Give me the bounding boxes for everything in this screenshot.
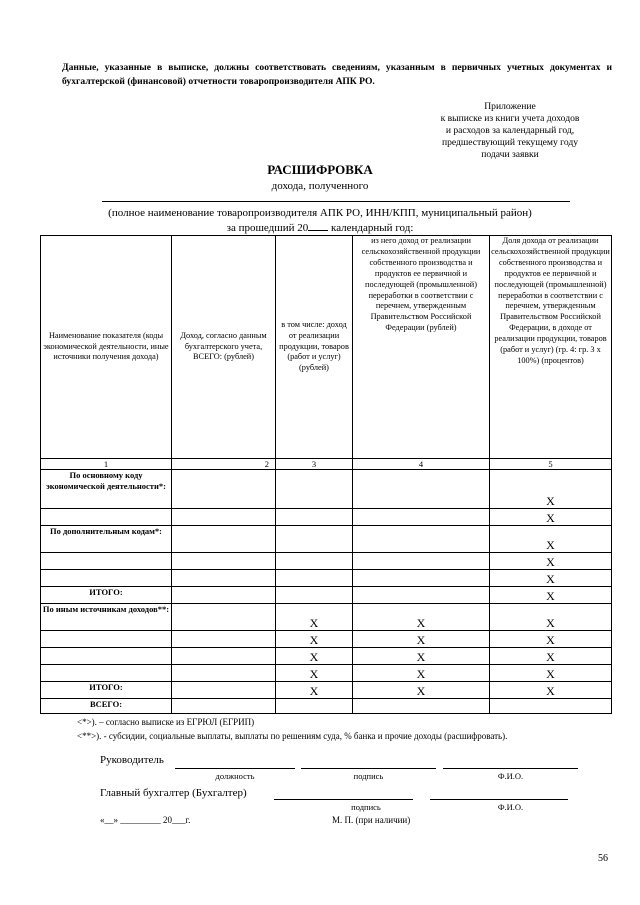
accountant-fio-line (430, 799, 568, 800)
cell-sales: Х (276, 604, 353, 631)
table-row (41, 682, 612, 699)
table-row (41, 570, 612, 587)
cell-sales: Х (276, 648, 353, 665)
row-label (41, 631, 172, 648)
year-blank (308, 221, 328, 231)
cell-share (490, 699, 612, 714)
row-label: ИТОГО: (41, 682, 172, 699)
header-row (41, 236, 612, 459)
row-label: По основному коду экономической деятельности*: (41, 470, 172, 509)
accountant-signature-line (274, 799, 413, 800)
document-subtitle: дохода, полученного (271, 180, 369, 192)
appendix-line: подачи заявки (481, 149, 539, 160)
row-label: По дополнительным кодам*: (41, 526, 172, 553)
appendix-note (410, 101, 610, 161)
cell-share: Х (490, 526, 612, 553)
column-number: 4 (353, 459, 490, 470)
document-title: РАСШИФРОВКА (267, 162, 373, 177)
cell-agri (353, 553, 490, 570)
caption-position: должность (215, 771, 255, 781)
director-position-line (175, 768, 295, 769)
cell-agri (353, 526, 490, 553)
footnote-1: <*>). – согласно выписке из ЕГРЮЛ (ЕГРИП) (77, 717, 255, 727)
row-label (41, 509, 172, 526)
table-row (41, 470, 612, 509)
table-row (41, 509, 612, 526)
cell-agri (353, 587, 490, 604)
cell-sales (276, 570, 353, 587)
cell-agri: Х (353, 648, 490, 665)
cell-total (172, 604, 276, 631)
income-table (40, 235, 612, 714)
column-numbers-row (41, 459, 612, 470)
cell-share: Х (490, 509, 612, 526)
cell-total (172, 587, 276, 604)
cell-agri (353, 470, 490, 509)
row-label: По иным источникам доходов**: (41, 604, 172, 631)
column-number: 3 (276, 459, 353, 470)
cell-total (172, 631, 276, 648)
director-signature-line (301, 768, 436, 769)
notice-text: Данные, указанные в выписке, должны соответствовать сведениям, указанным в первичных учетных документах и бухгалтерской (финансовой) отчетности товаропроизводителя АПК РО. (62, 62, 612, 87)
header-col-1: Наименование показателя (коды экономической деятельности, иные источники получения дохода) (41, 236, 172, 459)
cell-total (172, 665, 276, 682)
appendix-line: к выписке из книги учета доходов (440, 113, 580, 124)
cell-total (172, 648, 276, 665)
cell-total (172, 526, 276, 553)
column-number: 5 (490, 459, 612, 470)
row-label (41, 648, 172, 665)
appendix-line: и расходов за календарный год, (445, 125, 575, 136)
cell-share: Х (490, 682, 612, 699)
caption-signature: подпись (353, 771, 384, 781)
header-col-4: из него доход от реализации сельскохозяйственной продукции собственного производства и продуктов ее первичной и последующей (промышленной) переработки в соответствии с перечнем, утвержденным Правительством Российской Федерации (рублей) (353, 236, 490, 459)
footnote-2: <**>). - субсидии, социальные выплаты, выплаты по решениям суда, % банка и прочие доходы (расшифровать). (77, 731, 508, 741)
cell-sales (276, 526, 353, 553)
table-row (41, 699, 612, 714)
cell-total (172, 553, 276, 570)
period-line (0, 221, 640, 234)
cell-agri: Х (353, 682, 490, 699)
row-label: ИТОГО: (41, 587, 172, 604)
caption-fio: Ф.И.О. (497, 802, 524, 812)
table-row (41, 631, 612, 648)
appendix-line: предшествующий текущему году (441, 137, 579, 148)
header-col-3: в том числе: доход от реализации продукции, товаров (работ и услуг) (рублей) (276, 236, 353, 459)
table-row (41, 648, 612, 665)
director-fio-line (443, 768, 578, 769)
row-label (41, 553, 172, 570)
table-row (41, 526, 612, 553)
cell-agri (353, 699, 490, 714)
caption-signature: подпись (351, 802, 381, 812)
page-number: 56 (598, 853, 608, 864)
cell-total (172, 682, 276, 699)
caption-fio: Ф.И.О. (497, 771, 524, 781)
cell-share: Х (490, 665, 612, 682)
cell-share: Х (490, 470, 612, 509)
cell-total (172, 509, 276, 526)
header-col-5: Доля дохода от реализации сельскохозяйственной продукции собственного производства и продуктов ее первичной и последующей (промышленной) переработки в соответствии с перечнем, утвержденным Правительством Российской Федерации, в доходе от реализации продукции, товаров (работ и услуг) (гр. 4: гр. 3 х 100%) (процентов) (490, 236, 612, 459)
cell-sales: Х (276, 665, 353, 682)
table-row (41, 665, 612, 682)
header-col-2: Доход, согласно данным бухгалтерского учета, ВСЕГО: (рублей) (172, 236, 276, 459)
name-fill-line (102, 201, 570, 202)
cell-share: Х (490, 587, 612, 604)
row-label (41, 570, 172, 587)
cell-sales (276, 699, 353, 714)
cell-sales (276, 470, 353, 509)
stamp-note: М. П. (при наличии) (332, 815, 411, 825)
column-number: 1 (41, 459, 172, 470)
cell-agri: Х (353, 665, 490, 682)
cell-share: Х (490, 553, 612, 570)
cell-total (172, 470, 276, 509)
appendix-line: Приложение (484, 101, 536, 112)
chief-accountant-label: Главный бухгалтер (Бухгалтер) (100, 787, 247, 799)
table-row (41, 587, 612, 604)
period-prefix: за прошедший 20 (226, 222, 309, 234)
cell-sales (276, 509, 353, 526)
cell-share: Х (490, 648, 612, 665)
cell-agri: Х (353, 631, 490, 648)
cell-agri (353, 570, 490, 587)
cell-total (172, 699, 276, 714)
director-label: Руководитель (100, 754, 164, 766)
cell-total (172, 570, 276, 587)
cell-sales: Х (276, 631, 353, 648)
column-number: 2 (172, 459, 276, 470)
cell-share: Х (490, 604, 612, 631)
cell-share: Х (490, 631, 612, 648)
cell-agri (353, 509, 490, 526)
cell-sales (276, 553, 353, 570)
row-label: ВСЕГО: (41, 699, 172, 714)
cell-sales (276, 587, 353, 604)
cell-sales: Х (276, 682, 353, 699)
table-row (41, 553, 612, 570)
cell-agri: Х (353, 604, 490, 631)
date-line: «__» _________ 20___г. (100, 815, 191, 825)
table-row (41, 604, 612, 631)
cell-share: Х (490, 570, 612, 587)
period-suffix: календарный год: (328, 222, 414, 234)
fullname-caption: (полное наименование товаропроизводителя АПК РО, ИНН/КПП, муниципальный район) (108, 207, 532, 219)
row-label (41, 665, 172, 682)
